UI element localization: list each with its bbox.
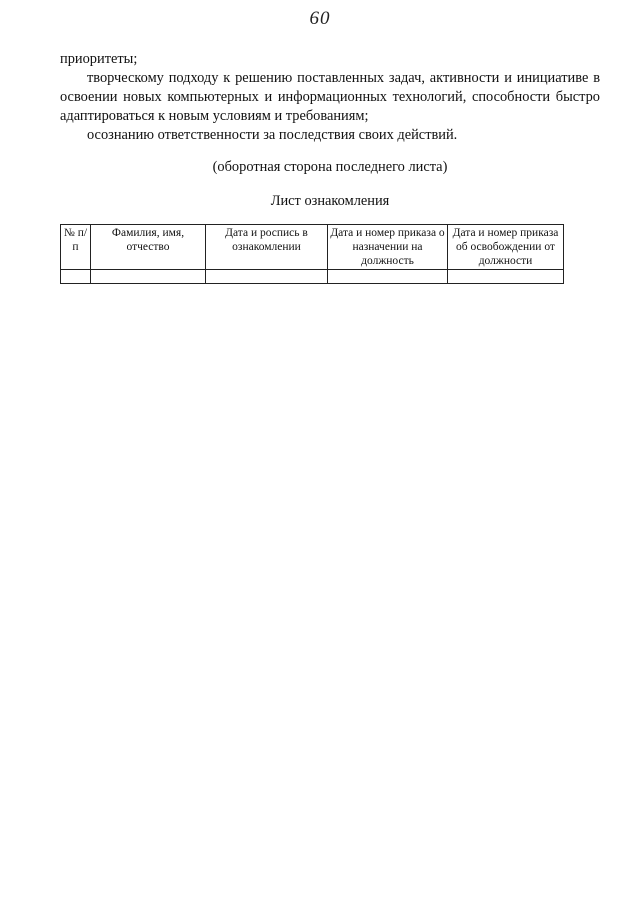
header-full-name: Фамилия, имя, отчество (91, 225, 206, 270)
acknowledgement-table (60, 224, 564, 284)
reverse-side-note: (оборотная сторона последнего листа) (212, 159, 448, 175)
table-cell[interactable] (328, 270, 448, 284)
header-dismissal-order: Дата и номер приказа об освобождении от должности (448, 225, 564, 270)
paragraph-priorities: приоритеты; (60, 51, 138, 67)
header-number: № п/п (61, 225, 91, 270)
table-cell[interactable] (61, 270, 91, 284)
table-cell[interactable] (206, 270, 328, 284)
header-date-signature: Дата и роспись в ознакомлении (206, 225, 328, 270)
table-cell[interactable] (448, 270, 564, 284)
table-header-row (61, 225, 564, 270)
page-number: 60 (309, 8, 331, 29)
table-row (61, 270, 564, 284)
acknowledgement-sheet-title: Лист ознакомления (270, 193, 390, 209)
paragraph-responsibility: осознанию ответственности за последствия своих действий. (87, 127, 458, 143)
table-cell[interactable] (91, 270, 206, 284)
header-appointment-order: Дата и номер приказа о назначении на должность (328, 225, 448, 270)
body-text (60, 50, 600, 145)
paragraph-creative-approach: творческому подходу к решению поставленных задач, активности и инициативе в освоении новых компьютерных и информационных технологий, способности быстро адаптироваться к новым условиям и требованиям; (60, 70, 600, 124)
